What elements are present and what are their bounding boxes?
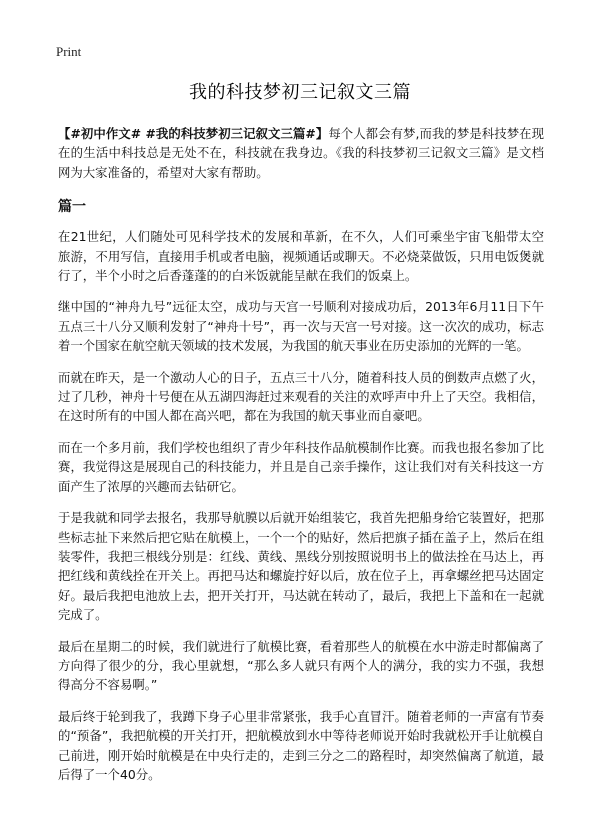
page-title: 我的科技梦初三记叙文三篇 — [189, 82, 411, 103]
intro-text: 每个人都会有梦,而我的梦是科技梦在现在的生活中科技总是无处不在，科技就在我身边。《我的科技梦初三记叙文三篇》是文档网为大家准备的，希望对大家有帮助。 — [58, 126, 544, 180]
body-paragraph-7: 最后终于轮到我了，我蹲下身子心里非常紧张，我手心直冒汗。随着老师的一声富有节奏的“预备”，我把航模的开关打开，把航模放到水中等待老师说开始时我就松开手让航模自己前进，刚开始时航模是在中央行走的，走到三分之二的路程时，却突然偏离了航道，最后得了一个40分。 — [58, 708, 544, 782]
body-paragraph-5: 于是我就和同学去报名，我那导航膜以后就开始组装它，我首先把船身给它装置好，把那些标志扯下来然后把它贴在航模上，一个一个的贴好，然后把旗子插在盖子上，然后在组装零件，我把三根线分别是：红线、黄线、黑线分别按照说明书上的做法拴在马达上，再把红线和黄线拴在开关上。再把马达和螺旋拧好以后，放在位子上，再拿螺丝把马达固定好。最后我把电池放上去，把开关打开，马达就在转动了，最后，我把上下盖和在一起就完成了。 — [58, 510, 544, 623]
body-paragraph-1: 在21世纪，人们随处可见科学技术的发展和革新，在不久，人们可乘坐宇宙飞船带太空旅游，不用写信，直接用手机或者电脑，视频通话或聊天。不必烧菜做饭，只用电饭煲就行了，半个小时之后香蓬蓬的的白米饭就能呈献在我们的饭桌上。 — [58, 229, 544, 284]
intro-paragraph — [58, 124, 544, 182]
section-heading: 篇一 — [58, 199, 86, 216]
body-paragraph-2: 继中国的“神舟九号”远征太空，成功与天宫一号顺利对接成功后，2013年6月11日下午五点三十八分又顺利发射了“神舟十号”，再一次与天宫一号对接。这一次次的成功，标志着一个国家在航空航天领域的技术发展，为我国的航天事业在历史添加的光辉的一笔。 — [58, 299, 544, 354]
article-body — [58, 124, 544, 796]
body-paragraph-3: 而就在昨天，是一个激动人心的日子，五点三十八分，随着科技人员的倒数声点燃了火，过了几秒，神舟十号便在从五湖四海赶过来观看的关注的欢呼声中升上了天空。我相信，在这时所有的中国人都在高兴吧，都在为我国的航天事业而自豪吧。 — [58, 369, 544, 424]
print-link[interactable]: Print — [56, 44, 82, 59]
intro-tag: 【#初中作文# #我的科技梦初三记叙文三篇#】 — [58, 126, 329, 141]
body-paragraph-6: 最后在星期二的时候，我们就进行了航模比赛，看着那些人的航模在水中游走时都偏离了方向得了很少的分，我心里就想，“那么多人就只有两个人的满分，我的实力不强，我想得高分不容易啊。” — [58, 638, 544, 693]
body-paragraph-4: 而在一个多月前，我们学校也组织了青少年科技作品航模制作比赛。而我也报名参加了比赛，我觉得这是展现自己的科技能力，并且是自己亲手操作，这让我们对有关科技这一方面产生了浓厚的兴趣而去钻研它。 — [58, 439, 544, 494]
